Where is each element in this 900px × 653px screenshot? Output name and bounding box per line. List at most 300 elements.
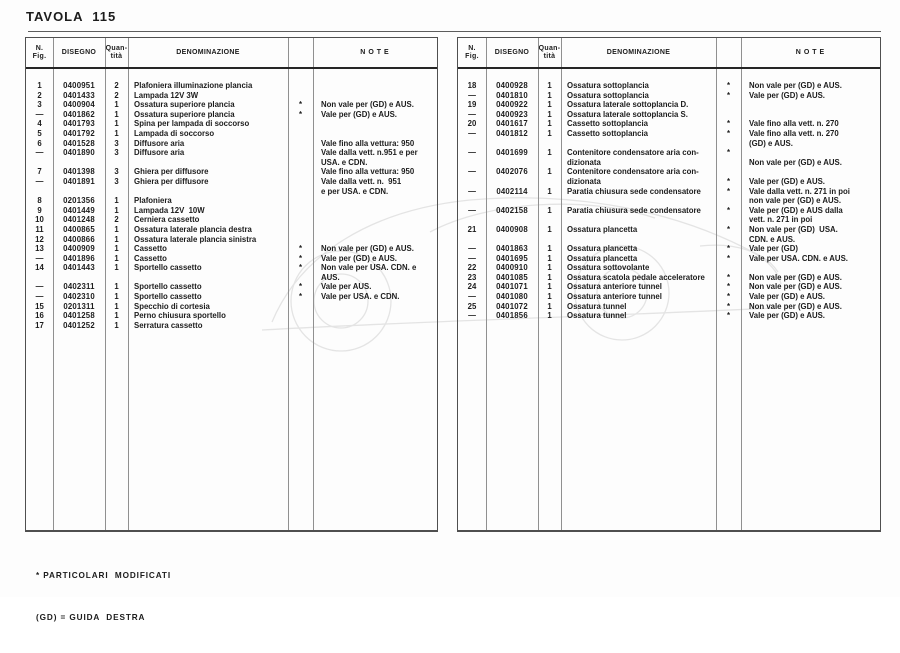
cell-note: Vale fino alla vett. n. 270	[749, 119, 839, 129]
cell-note: Vale per (GD) e AUS.	[321, 109, 397, 119]
table-line	[26, 273, 437, 283]
cell-note	[313, 321, 437, 331]
cell-star	[288, 302, 313, 312]
cell-note	[313, 206, 437, 216]
table-line	[458, 282, 880, 292]
table-line	[458, 263, 880, 273]
cell-dis: 0401252	[63, 320, 95, 330]
table-line	[458, 225, 880, 235]
cell-fig: —	[468, 109, 476, 119]
table-line	[458, 81, 880, 91]
cell-fig	[458, 196, 486, 206]
table-line	[26, 100, 437, 110]
cell-fig: 1	[37, 81, 42, 90]
table-line	[458, 158, 880, 168]
cell-fig	[458, 177, 486, 187]
header-disegno	[53, 38, 105, 67]
header-text: Quan-	[538, 44, 561, 52]
table-line	[26, 158, 437, 168]
cell-note: e per USA. e CDN.	[321, 186, 389, 196]
header-text: DENOMINAZIONE	[606, 48, 671, 56]
cell-fig	[458, 158, 486, 168]
cell-den: Sportello cassetto	[134, 282, 202, 292]
cell-qty: 1	[547, 205, 552, 215]
cell-qty: 1	[114, 224, 119, 234]
cell-den: Ossatura sottoplancia	[567, 90, 649, 100]
table-line	[26, 110, 437, 120]
cell-dis: 0400951	[63, 81, 95, 90]
cell-note: Vale per (GD) e AUS.	[749, 176, 825, 186]
cell-den: Plafoniera	[134, 196, 172, 206]
cell-note: Vale per AUS.	[321, 282, 372, 292]
header-text: N.	[35, 44, 44, 52]
cell-den: Specchio di cortesia	[134, 301, 210, 311]
cell-den: Cassetto sottoplancia	[567, 128, 649, 138]
cell-note: Non vale per (GD) e AUS.	[749, 81, 842, 90]
cell-note: USA. e CDN.	[321, 157, 368, 167]
header-fig	[26, 38, 53, 67]
cell-fig: 8	[37, 196, 42, 206]
cell-star	[288, 148, 313, 158]
cell-qty: 2	[114, 81, 119, 90]
cell-star	[288, 167, 313, 177]
cell-qty: 1	[114, 292, 119, 302]
cell-qty: 1	[114, 128, 119, 138]
cell-note: (GD) e AUS.	[749, 138, 793, 148]
cell-den: Lampada 12V 10W	[134, 205, 205, 215]
cell-dis: 0400904	[63, 100, 95, 110]
cell-note: Non vale per (GD) e AUS.	[749, 282, 842, 292]
cell-den: Ossatura laterale plancia sinistra	[134, 234, 257, 244]
table-line	[26, 311, 437, 321]
cell-fig	[458, 139, 486, 149]
cell-star	[288, 321, 313, 331]
table-line	[458, 110, 880, 120]
cell-dis: 0402158	[496, 205, 528, 215]
cell-note: Vale per (GD) e AUS.	[749, 311, 825, 321]
table-line	[26, 206, 437, 216]
cell-star	[716, 110, 741, 120]
cell-qty: 1	[547, 263, 552, 273]
cell-dis: 0201311	[63, 301, 95, 311]
cell-den	[561, 196, 716, 206]
cell-fig	[458, 235, 486, 245]
cell-note	[313, 235, 437, 245]
cell-qty: 1	[547, 167, 552, 177]
header-text: DISEGNO	[494, 48, 530, 56]
table-line	[26, 215, 437, 225]
cell-dis	[53, 187, 105, 197]
cell-qty: 1	[114, 301, 119, 311]
header-text: Fig.	[32, 52, 47, 60]
table-line	[26, 148, 437, 158]
cell-den: Contenitore condensatore aria con-	[567, 167, 699, 177]
cell-star: *	[298, 282, 303, 292]
cell-qty: 1	[547, 292, 552, 302]
cell-dis	[486, 139, 538, 149]
cell-star	[288, 311, 313, 321]
cell-den: Sportello cassetto	[134, 292, 202, 302]
cell-note: Non vale per (GD) e AUS.	[749, 272, 842, 282]
cell-star	[288, 235, 313, 245]
header-text: NOTE	[795, 48, 828, 56]
cell-dis: 0401891	[63, 176, 95, 186]
cell-fig: —	[468, 244, 476, 254]
table-line	[26, 129, 437, 139]
cell-star: *	[726, 128, 731, 138]
cell-den: Ossatura plancetta	[567, 244, 638, 254]
cell-star	[288, 119, 313, 129]
cell-den	[561, 215, 716, 225]
legend-gd-meaning: (GD) = GUIDA DESTRA	[36, 613, 146, 622]
cell-fig: 4	[37, 119, 42, 129]
cell-star: *	[726, 301, 731, 311]
cell-star	[716, 235, 741, 245]
header-quantita	[538, 38, 561, 67]
cell-qty: 2	[114, 90, 119, 100]
cell-dis: 0401856	[496, 311, 528, 321]
cell-star: *	[298, 100, 303, 110]
cell-fig: —	[468, 292, 476, 302]
cell-star: *	[726, 311, 731, 321]
cell-dis: 0401248	[63, 215, 95, 225]
cell-den: Ossatura superiore plancia	[134, 109, 235, 119]
cell-den: Ossatura sottoplancia	[567, 81, 649, 90]
cell-fig: 18	[467, 81, 477, 90]
cell-star: *	[726, 244, 731, 254]
cell-dis: 0401071	[496, 282, 528, 292]
table-line	[26, 244, 437, 254]
cell-fig: —	[468, 90, 476, 100]
header-text: tità	[110, 52, 123, 60]
cell-note: Vale per USA. e CDN.	[321, 292, 400, 302]
cell-den: Contenitore condensatore aria con-	[567, 148, 699, 158]
cell-note	[741, 263, 880, 273]
cell-note: non vale per (GD) e AUS.	[749, 196, 841, 206]
cell-dis	[486, 158, 538, 168]
page-title: TAVOLA 115	[26, 9, 117, 24]
cell-den: Paratia chiusura sede condensatore	[567, 205, 701, 215]
cell-fig	[458, 215, 486, 225]
table-line	[26, 139, 437, 149]
cell-fig	[26, 273, 53, 283]
cell-den: Ossatura scatola pedale acceleratore	[567, 272, 705, 282]
cell-star	[716, 196, 741, 206]
cell-qty: 1	[114, 320, 119, 330]
cell-dis: 0402311	[63, 282, 95, 292]
cell-den: Sportello cassetto	[134, 263, 202, 273]
header-text: DISEGNO	[61, 48, 97, 56]
cell-note	[313, 225, 437, 235]
table-line	[458, 215, 880, 225]
cell-dis: 0401862	[63, 109, 95, 119]
cell-qty: 1	[547, 119, 552, 129]
cell-fig: —	[468, 148, 476, 158]
cell-den: dizionata	[567, 176, 601, 186]
cell-star: *	[726, 253, 731, 263]
cell-qty	[538, 215, 561, 225]
table-line	[26, 282, 437, 292]
cell-fig: 12	[35, 234, 44, 244]
cell-fig: —	[468, 186, 476, 196]
table-line	[26, 119, 437, 129]
cell-qty: 1	[547, 253, 552, 263]
cell-dis: 0201356	[63, 196, 95, 206]
header-disegno	[486, 38, 538, 67]
table-line	[458, 196, 880, 206]
parts-table-right	[457, 37, 881, 532]
table-body	[458, 81, 880, 321]
table-line	[26, 177, 437, 187]
cell-den: Ossatura laterale sottoplancia S.	[567, 109, 688, 119]
cell-qty: 1	[547, 282, 552, 292]
cell-star: *	[726, 148, 731, 158]
table-line	[458, 167, 880, 177]
table-line	[26, 225, 437, 235]
cell-star: *	[726, 224, 731, 234]
table-line	[458, 254, 880, 264]
table-line	[458, 91, 880, 101]
cell-den	[128, 158, 288, 168]
cell-den: Cassetto	[134, 253, 167, 263]
header-text: NOTE	[360, 48, 392, 56]
header-fig	[458, 38, 486, 67]
table-line	[458, 206, 880, 216]
cell-star: *	[298, 263, 303, 273]
header-text: N.	[468, 44, 476, 52]
table-line	[26, 167, 437, 177]
cell-note: Non vale per (GD) USA.	[749, 224, 838, 234]
cell-dis: 0401258	[63, 311, 95, 321]
cell-star	[716, 263, 741, 273]
table-line	[458, 100, 880, 110]
cell-note	[313, 91, 437, 101]
cell-note	[313, 119, 437, 129]
cell-fig: —	[35, 292, 44, 302]
cell-qty: 1	[114, 100, 119, 110]
table-line	[26, 187, 437, 197]
cell-qty	[538, 139, 561, 149]
cell-note: Vale fino alla vett. n. 270	[749, 128, 839, 138]
cell-note: Non vale per (GD) e AUS.	[749, 301, 842, 311]
cell-dis: 0401695	[496, 253, 528, 263]
cell-qty: 1	[547, 109, 552, 119]
cell-dis: 0401810	[496, 90, 528, 100]
cell-fig: 10	[35, 215, 44, 225]
table-line	[458, 302, 880, 312]
cell-star	[288, 215, 313, 225]
table-line	[458, 187, 880, 197]
cell-qty: 1	[547, 81, 552, 90]
cell-den: Ossatura superiore plancia	[134, 100, 235, 110]
cell-fig: 2	[37, 90, 42, 100]
cell-den: Serratura cassetto	[134, 320, 203, 330]
cell-qty: 3	[114, 167, 119, 177]
cell-dis	[486, 235, 538, 245]
cell-den: Diffusore aria	[134, 138, 185, 148]
cell-note	[313, 81, 437, 91]
cell-dis: 0401398	[63, 167, 95, 177]
cell-fig: 17	[35, 320, 44, 330]
header-text: Fig.	[465, 52, 479, 60]
cell-den: Ossatura plancetta	[567, 253, 638, 263]
parts-table-left	[25, 37, 438, 532]
cell-dis: 0401896	[63, 253, 95, 263]
cell-den: Ossatura laterale sottoplancia D.	[567, 100, 689, 110]
header-quantita	[105, 38, 128, 67]
cell-fig: —	[35, 109, 44, 119]
header-denominazione	[128, 38, 288, 67]
cell-fig: 5	[37, 128, 42, 138]
table-line	[26, 196, 437, 206]
cell-dis: 0400923	[496, 109, 528, 119]
cell-fig: 3	[37, 100, 42, 110]
cell-note: Vale per (GD) e AUS.	[749, 292, 825, 302]
cell-den	[128, 187, 288, 197]
cell-star: *	[726, 282, 731, 292]
cell-dis: 0401080	[496, 292, 528, 302]
cell-qty: 1	[114, 282, 119, 292]
cell-fig: 16	[35, 311, 44, 321]
cell-qty: 1	[547, 128, 552, 138]
table-line	[26, 292, 437, 302]
cell-qty: 1	[547, 301, 552, 311]
cell-dis: 0402114	[496, 186, 528, 196]
cell-den: Ossatura anteriore tunnel	[567, 282, 662, 292]
cell-fig: —	[35, 253, 44, 263]
cell-note	[313, 129, 437, 139]
cell-fig: 11	[35, 224, 44, 234]
header-text: tità	[543, 52, 556, 60]
cell-den: Ghiera per diffusore	[134, 176, 209, 186]
cell-star	[288, 81, 313, 91]
cell-dis: 0401812	[496, 128, 528, 138]
cell-den: Cerniera cassetto	[134, 215, 200, 225]
cell-qty: 1	[114, 205, 119, 215]
cell-fig: —	[35, 176, 44, 186]
cell-note: Vale per (GD)	[749, 244, 798, 254]
table-body	[26, 81, 437, 330]
cell-dis: 0401072	[496, 301, 528, 311]
table-line	[458, 119, 880, 129]
legend	[36, 541, 171, 653]
cell-star	[288, 206, 313, 216]
cell-fig: —	[468, 167, 476, 177]
cell-fig: 9	[37, 205, 42, 215]
cell-star	[288, 91, 313, 101]
cell-fig: 21	[467, 224, 477, 234]
cell-dis: 0401617	[496, 119, 528, 129]
cell-star	[288, 139, 313, 149]
cell-den: Ossatura sottovolante	[567, 263, 650, 273]
cell-dis	[53, 158, 105, 168]
cell-note	[313, 311, 437, 321]
cell-star	[288, 129, 313, 139]
cell-star: *	[726, 90, 731, 100]
cell-fig: —	[468, 311, 476, 321]
cell-dis: 0400922	[496, 100, 528, 110]
table-line	[458, 273, 880, 283]
table-line	[458, 139, 880, 149]
table-line	[458, 177, 880, 187]
cell-fig: 6	[37, 138, 42, 148]
cell-fig: 15	[35, 301, 44, 311]
cell-den: Ossatura plancetta	[567, 224, 638, 234]
cell-note: Non vale per (GD) e AUS.	[321, 244, 414, 254]
cell-den	[128, 273, 288, 283]
header-text: Quan-	[105, 44, 128, 52]
cell-qty: 1	[547, 90, 552, 100]
table-line	[26, 254, 437, 264]
table-line	[26, 263, 437, 273]
cell-qty: 1	[114, 109, 119, 119]
table-line	[458, 129, 880, 139]
cell-dis: 0400909	[63, 244, 95, 254]
cell-star	[716, 167, 741, 177]
table-line	[26, 302, 437, 312]
table-line	[458, 235, 880, 245]
cell-dis: 0401443	[63, 263, 95, 273]
cell-qty: 1	[547, 148, 552, 158]
cell-fig: —	[35, 148, 44, 158]
cell-dis: 0400928	[496, 81, 528, 90]
table-line	[458, 148, 880, 158]
cell-star	[288, 273, 313, 283]
cell-fig: 20	[467, 119, 477, 129]
cell-dis: 0401792	[63, 128, 95, 138]
cell-fig: —	[468, 128, 476, 138]
cell-note: CDN. e AUS.	[749, 234, 796, 244]
cell-fig: —	[468, 253, 476, 263]
cell-note: Vale per (GD) e AUS.	[321, 253, 397, 263]
cell-star	[288, 177, 313, 187]
cell-qty	[105, 158, 128, 168]
cell-star	[288, 187, 313, 197]
cell-qty: 1	[547, 186, 552, 196]
table-line	[26, 81, 437, 91]
cell-den: Lampada 12V 3W	[134, 90, 199, 100]
cell-fig: 13	[35, 244, 44, 254]
cell-den: Paratia chiusura sede condensatore	[567, 186, 701, 196]
header-note	[741, 38, 882, 67]
cell-note	[741, 167, 880, 177]
cell-note: Non vale per (GD) e AUS.	[749, 157, 842, 167]
cell-qty: 1	[114, 234, 119, 244]
cell-den: Cassetto sottoplancia	[567, 119, 649, 129]
cell-fig: —	[35, 282, 44, 292]
cell-den: Diffusore aria	[134, 148, 185, 158]
cell-den	[561, 139, 716, 149]
cell-den: Ghiera per diffusore	[134, 167, 209, 177]
cell-note: Vale per USA. CDN. e AUS.	[749, 253, 848, 263]
cell-den: Ossatura tunnel	[567, 311, 627, 321]
cell-star: *	[298, 244, 303, 254]
table-line	[458, 244, 880, 254]
cell-note	[313, 302, 437, 312]
table-line	[458, 311, 880, 321]
table-line	[26, 91, 437, 101]
cell-qty: 3	[114, 148, 119, 158]
cell-fig	[26, 158, 53, 168]
cell-qty	[105, 273, 128, 283]
cell-dis: 0401433	[63, 90, 95, 100]
cell-dis: 0401863	[496, 244, 528, 254]
cell-dis: 0401528	[63, 138, 95, 148]
cell-dis: 0401085	[496, 272, 528, 282]
cell-star: *	[298, 109, 303, 119]
cell-fig: —	[468, 205, 476, 215]
cell-dis: 0401449	[63, 205, 95, 215]
